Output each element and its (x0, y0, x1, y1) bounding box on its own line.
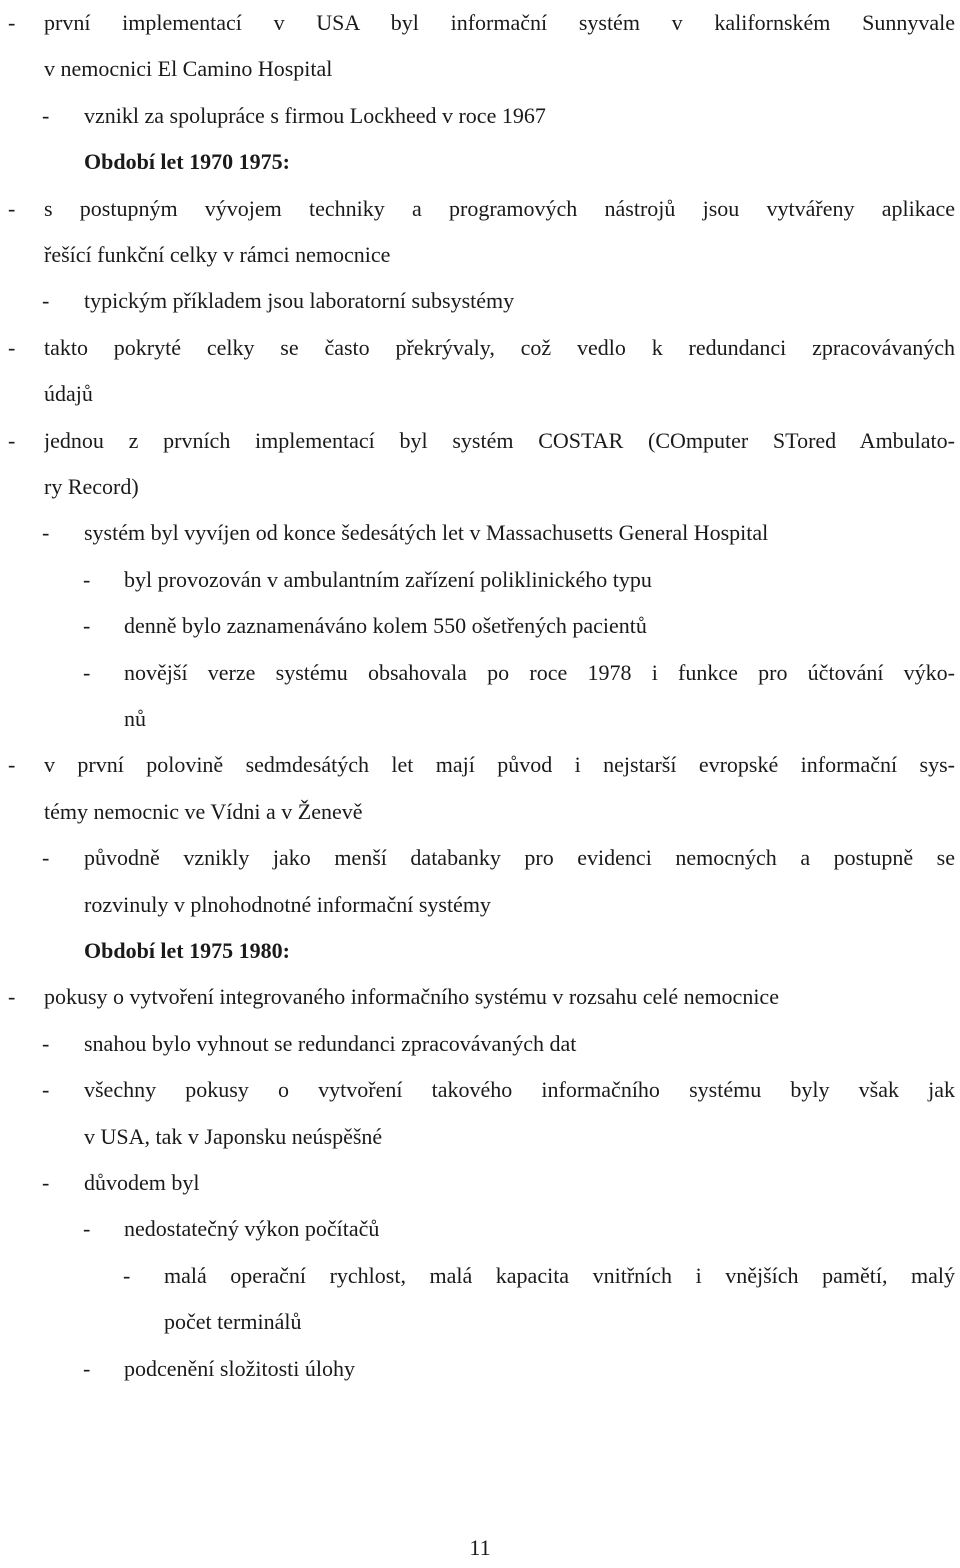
line-text: první implementací v USA byl informační systém v kalifornském Sunnyvale (44, 10, 955, 35)
bullet-dash: - (123, 1262, 131, 1288)
bullet-dash: - (8, 752, 16, 778)
document-line (0, 1160, 960, 1206)
document-line (0, 835, 960, 881)
bullet-dash: - (83, 1355, 91, 1381)
document-line (0, 974, 960, 1020)
document-line (0, 742, 960, 788)
bullet-dash: - (83, 659, 91, 685)
line-text: v nemocnici El Camino Hospital (44, 56, 333, 82)
bullet-dash: - (42, 102, 50, 128)
bullet-dash: - (8, 984, 16, 1010)
line-text: původně vznikly jako menší databanky pro evidenci nemocných a postupně se (84, 845, 955, 871)
line-text: v USA, tak v Japonsku neúspěšné (84, 1123, 383, 1149)
document-line (0, 464, 960, 510)
line-text: typickým příkladem jsou laboratorní subsystémy (84, 288, 515, 314)
document-line (0, 510, 960, 556)
line-text: řešící funkční celky v rámci nemocnice (44, 242, 391, 267)
bullet-dash: - (83, 1216, 91, 1242)
document-line (0, 278, 960, 324)
line-text: s postupným vývojem techniky a programových nástrojů jsou vytvářeny aplikace (44, 195, 955, 221)
section-heading (0, 139, 960, 185)
line-text: denně bylo zaznamenáváno kolem 550 ošetřených pacientů (124, 613, 647, 639)
line-text: ry Record) (44, 474, 139, 499)
bullet-dash: - (8, 10, 16, 35)
bullet-dash: - (83, 566, 91, 592)
document-line (0, 186, 960, 232)
bullet-dash: - (8, 427, 16, 453)
bullet-dash: - (83, 613, 91, 639)
document-line (0, 1021, 960, 1067)
line-text: všechny pokusy o vytvoření takového informačního systému byly však jak (84, 1077, 955, 1103)
line-text: důvodem byl (84, 1170, 200, 1195)
section-heading (0, 928, 960, 974)
line-text: byl provozován v ambulantním zařízení poliklinického typu (124, 566, 652, 592)
bullet-dash: - (8, 195, 16, 221)
page-number: 11 (469, 1535, 491, 1560)
document-line (0, 46, 960, 92)
document-line (0, 325, 960, 371)
line-text: nedostatečný výkon počítačů (124, 1216, 380, 1242)
line-text: snahou bylo vyhnout se redundanci zpracovávaných dat (84, 1030, 577, 1056)
document-line (0, 1346, 960, 1392)
line-text: v první polovině sedmdesátých let mají původ i nejstarší evropské informační sys- (44, 752, 955, 778)
document-line (0, 789, 960, 835)
bullet-dash: - (42, 845, 50, 871)
bullet-dash: - (42, 520, 50, 546)
document-line (0, 603, 960, 649)
line-text: Období let 1975 1980: (84, 938, 290, 963)
line-text: počet terminálů (164, 1309, 302, 1335)
line-text: malá operační rychlost, malá kapacita vnitřních i vnějších pamětí, malý (164, 1262, 955, 1288)
line-text: systém byl vyvíjen od konce šedesátých let v Massachusetts General Hospital (84, 520, 769, 546)
document-line (0, 557, 960, 603)
bullet-dash: - (42, 1170, 50, 1195)
document-line (0, 232, 960, 278)
line-text: nů (124, 706, 146, 731)
document-line (0, 0, 960, 46)
bullet-dash: - (42, 1077, 50, 1103)
line-text: témy nemocnic ve Vídni a v Ženevě (44, 798, 363, 824)
document-line (0, 418, 960, 464)
line-text: podcenění složitosti úlohy (124, 1355, 355, 1381)
bullet-dash: - (42, 288, 50, 314)
document-line (0, 1067, 960, 1113)
document-line (0, 650, 960, 696)
document-line (0, 1206, 960, 1252)
bullet-dash: - (42, 1030, 50, 1056)
line-text: údajů (44, 381, 93, 407)
document-line (0, 371, 960, 417)
document-line (0, 1299, 960, 1345)
document-line (0, 1253, 960, 1299)
document-line (0, 882, 960, 928)
line-text: takto pokryté celky se často překrývaly, což vedlo k redundanci zpracovávaných (44, 334, 955, 360)
line-text: pokusy o vytvoření integrovaného informačního systému v rozsahu celé nemocnice (44, 984, 779, 1010)
line-text: jednou z prvních implementací byl systém COSTAR (COmputer STored Ambulato- (44, 427, 955, 453)
bullet-dash: - (8, 334, 16, 360)
line-text: Období let 1970 1975: (84, 149, 290, 175)
line-text: vznikl za spolupráce s firmou Lockheed v roce 1967 (84, 102, 546, 128)
line-text: novější verze systému obsahovala po roce 1978 i funkce pro účtování výko- (124, 659, 955, 685)
document-line (0, 93, 960, 139)
document-line (0, 1114, 960, 1160)
document-line (0, 696, 960, 742)
line-text: rozvinuly v plnohodnotné informační systémy (84, 891, 491, 917)
